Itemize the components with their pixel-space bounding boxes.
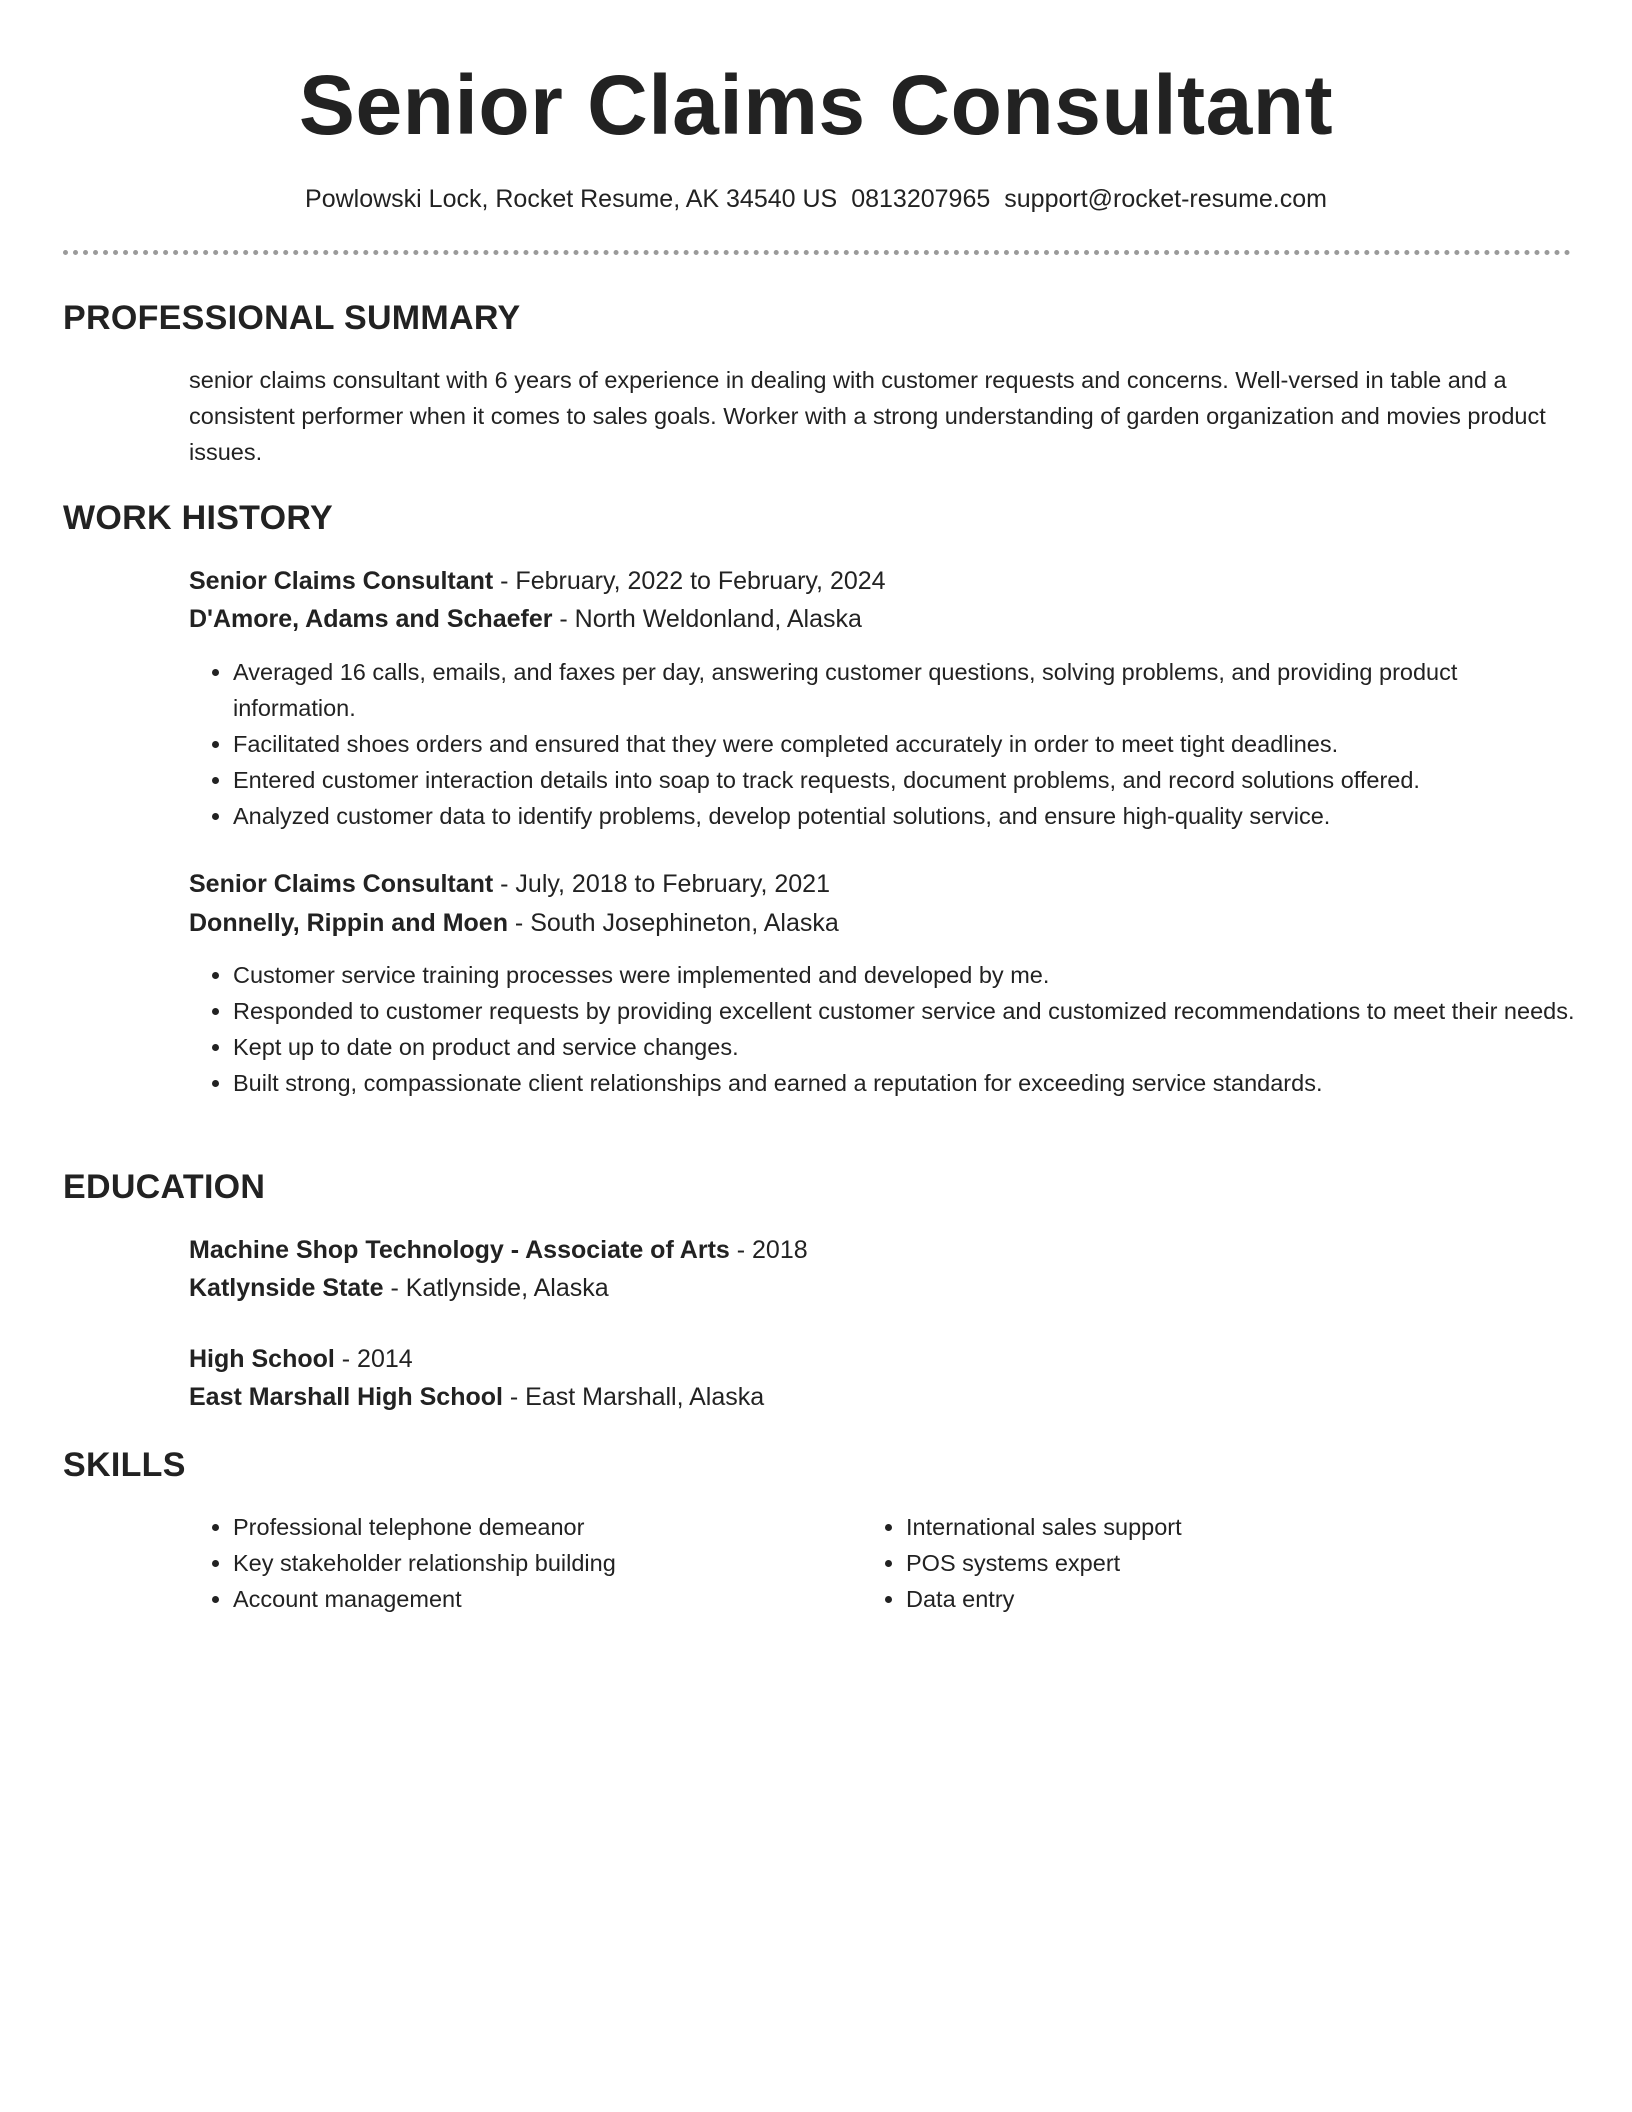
job-location: - North Weldonland, Alaska bbox=[552, 605, 862, 633]
skill-item: • Data entry bbox=[906, 1581, 1526, 1617]
job-location: - South Josephineton, Alaska bbox=[507, 909, 839, 937]
skill-item: • Professional telephone demeanor bbox=[233, 1509, 853, 1545]
job-duty-item: • Facilitated shoes orders and ensured that they were completed accurately in order to meet tight deadlines. bbox=[233, 726, 1578, 762]
education-degree-line bbox=[189, 1341, 413, 1377]
skill-item: • Account management bbox=[233, 1581, 853, 1617]
resume-name-heading: Senior Claims Consultant bbox=[298, 58, 1334, 152]
job-company-line bbox=[189, 905, 839, 941]
skill-item: • International sales support bbox=[906, 1509, 1526, 1545]
job-duty-item: • Entered customer interaction details into soap to track requests, document problems, and record solutions offered. bbox=[233, 762, 1578, 798]
skills-list-right bbox=[862, 1509, 1526, 1617]
education-school-line bbox=[189, 1379, 764, 1415]
header-divider bbox=[63, 250, 1571, 255]
summary-text: senior claims consultant with 6 years of experience in dealing with customer requests and concerns. Well-versed in table and a consistent performer when it comes to sales goals. Worker with a strong understanding of garden organization and movies product issues. bbox=[189, 367, 1546, 465]
skill-item: • POS systems expert bbox=[906, 1545, 1526, 1581]
work-history-heading: WORK HISTORY bbox=[63, 499, 333, 537]
job-title-line bbox=[189, 563, 886, 599]
contact-phone: 0813207965 bbox=[851, 185, 991, 213]
job-duty-item: • Kept up to date on product and service changes. bbox=[233, 1029, 1578, 1065]
job-duties-list bbox=[189, 654, 1578, 834]
contact-line bbox=[0, 182, 1632, 216]
job-duties-list bbox=[189, 957, 1578, 1101]
job-duty-item: • Averaged 16 calls, emails, and faxes per day, answering customer questions, solving problems, and providing product information. bbox=[233, 654, 1578, 726]
education-degree: Machine Shop Technology - Associate of Arts bbox=[189, 1236, 730, 1264]
education-year: - 2014 bbox=[334, 1345, 413, 1373]
education-heading: EDUCATION bbox=[63, 1168, 266, 1206]
contact-address: Powlowski Lock, Rocket Resume, AK 34540 US bbox=[305, 185, 838, 213]
education-degree-line bbox=[189, 1232, 808, 1268]
education-location: - East Marshall, Alaska bbox=[502, 1383, 765, 1411]
education-year: - 2018 bbox=[729, 1236, 808, 1264]
education-school: East Marshall High School bbox=[189, 1383, 503, 1411]
job-company: Donnelly, Rippin and Moen bbox=[189, 909, 508, 937]
job-duty-item: • Analyzed customer data to identify problems, develop potential solutions, and ensure high-quality service. bbox=[233, 798, 1578, 834]
skill-item: • Key stakeholder relationship building bbox=[233, 1545, 853, 1581]
summary-heading: PROFESSIONAL SUMMARY bbox=[63, 299, 521, 337]
job-title-line bbox=[189, 866, 830, 902]
job-company-line bbox=[189, 601, 862, 637]
contact-email: support@rocket-resume.com bbox=[1004, 185, 1327, 213]
education-school-line bbox=[189, 1270, 609, 1306]
job-duty-item: • Customer service training processes were implemented and developed by me. bbox=[233, 957, 1578, 993]
job-duty-item: • Built strong, compassionate client relationships and earned a reputation for exceeding service standards. bbox=[233, 1065, 1578, 1101]
skills-list-left bbox=[189, 1509, 853, 1617]
education-location: - Katlynside, Alaska bbox=[383, 1274, 609, 1302]
job-duty-item: • Responded to customer requests by providing excellent customer service and customized recommendations to meet their needs. bbox=[233, 993, 1578, 1029]
job-dates: - February, 2022 to February, 2024 bbox=[493, 567, 886, 595]
job-dates: - July, 2018 to February, 2021 bbox=[493, 870, 830, 898]
job-role: Senior Claims Consultant bbox=[189, 567, 494, 595]
job-company: D'Amore, Adams and Schaefer bbox=[189, 605, 553, 633]
education-school: Katlynside State bbox=[189, 1274, 384, 1302]
job-role: Senior Claims Consultant bbox=[189, 870, 494, 898]
skills-heading: SKILLS bbox=[63, 1446, 186, 1484]
education-degree: High School bbox=[189, 1345, 335, 1373]
